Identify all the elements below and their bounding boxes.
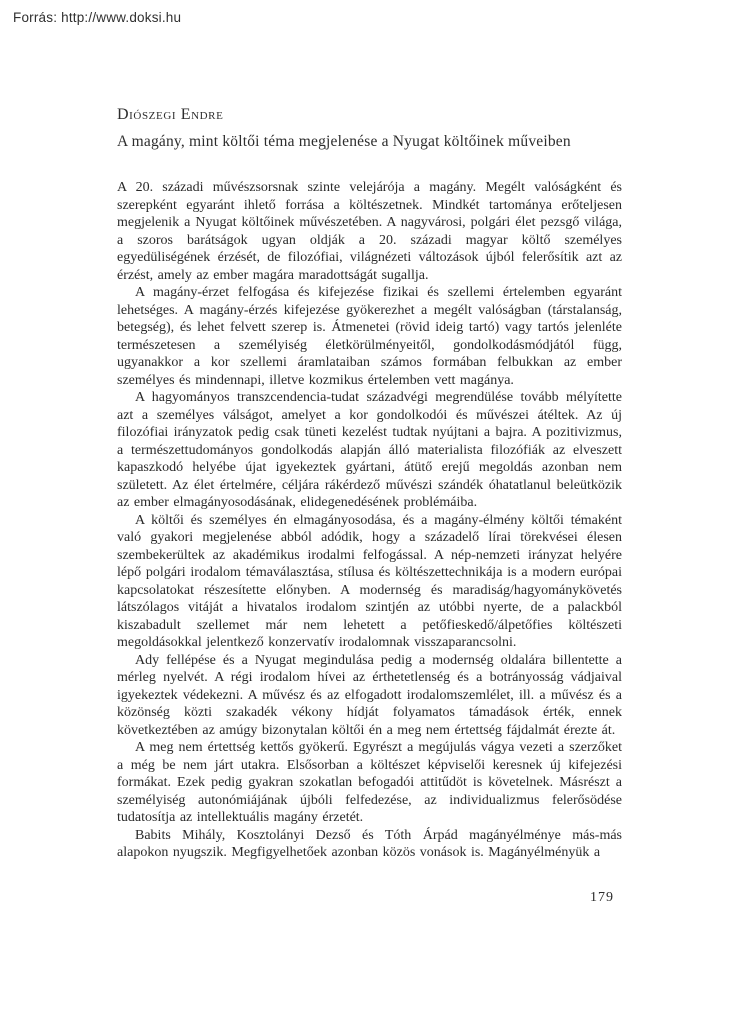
document-title: A magány, mint költői téma megjelenése a Nyugat költőinek műveiben bbox=[117, 133, 571, 150]
body-paragraph: A költői és személyes én elmagányosodása, és a magány-élmény költői témaként való gyakori megjelenése abból adódik, hogy a századelő lírai törekvései élesen szembekerültek az akadémikus irodalmi felfogással. A nép-nemzeti irányzat helyére lépő polgári irodalom témaválasztása, stílusa és költészettechnikája is a modern európai kapcsolatokat részesítette előnyben. A modernség és maradiság/hagyománykövetés látszólagos vitáját a hivatalos irodalom szintjén az utóbbi nyerte, de a palackból kiszabadult szellemet már nem lehetett a petőfieskedő/álpetőfies költészeti megoldásokkal jelentkező konzervatív irodalomnak visszaparancsolni. bbox=[117, 512, 622, 650]
body-paragraph: Babits Mihály, Kosztolányi Dezső és Tóth Árpád magányélménye más-más alapokon nyugszik. Megfigyelhetőek azonban közös vonások is. Magányélményük a bbox=[117, 827, 622, 860]
body-text bbox=[117, 179, 622, 862]
body-paragraph: A 20. századi művészsorsnak szinte velejárója a magány. Megélt valóságként és szerepként egyaránt ihlető forrása a költészetnek. Mindkét tartománya erőteljesen megjelenik a Nyugat költőinek művészetében. A nagyvárosi, polgári élet pezsgő világa, a szoros barátságok ugyan oldják a 20. századi magyar költő személyes egyedüliségének érzését, de filozófiai, világnézeti változások újból felerősítik azt az érzést, amely az ember magára maradottságát sugallja. bbox=[117, 180, 622, 283]
page-number: 179 bbox=[590, 890, 614, 905]
body-paragraph: A meg nem értettség kettős gyökerű. Egyrészt a megújulás vágya vezeti a szerzőket a még be nem járt utakra. Elsősorban a költészet képviselői keresnek új kifejezési formákat. Ezek pedig gyakran szokatlan befogadói attitűdöt is követelnek. Másrészt a személyiség autonómiájának újbóli felfedezése, az individualizmus felerősödése tudatosítja az intellektuális magány érzetét. bbox=[117, 740, 622, 825]
source-url-text: Forrás: http://www.doksi.hu bbox=[13, 10, 182, 25]
document-content bbox=[117, 106, 622, 862]
body-paragraph: A magány-érzet felfogása és kifejezése fizikai és szellemi értelemben egyaránt lehetséges. A magány-érzés kifejezése gyökerezhet a megélt valóságban (társtalanság, betegség), és lehet felvett szerep is. Átmenetei (rövid ideig tartó) vagy tartós jelenléte természetesen a személyiség életkörülményeitől, gondolkodásmódjától függ, ugyanakkor a kor szellemi áramlataiban számos formában felbukkan az ember személyes és mindennapi, illetve kozmikus értelemben vett magánya. bbox=[117, 285, 622, 388]
body-paragraph: A hagyományos transzcendencia-tudat századvégi megrendülése tovább mélyítette azt a személyes válságot, amelyet a kor gondolkodói és művészei átéltek. Az új filozófiai irányzatok pedig csak tüneti kezelést tudtak nyújtani a bajra. A pozitivizmus, a természettudományos gondolkodás alapján álló materialista filozófiák az elveszett kapaszkodó helyébe újat igyekeztek gyártani, átütő erejű megoldás azonban nem született. Az élet értelmére, céljára rákérdező művészi szándék óhatatlanul beleütközik az ember elmagányosodásának, elidegenedésének problémáiba. bbox=[117, 390, 622, 510]
body-paragraph: Ady fellépése és a Nyugat megindulása pedig a modernség oldalára billentette a mérleg nyelvét. A régi irodalom hívei az érthetetlenség és a botrányosság vádjaival igyekeztek védekezni. A művész és az elfogadott irodalomszemlélet, ill. a művész és a közönség közti szakadék vékony hídját folyamatos támadások érték, ennek következtében az amúgy bizonytalan költői én a meg nem értettség fájdalmát érezte át. bbox=[117, 652, 622, 738]
author-name: Diószegi Endre bbox=[117, 106, 224, 123]
